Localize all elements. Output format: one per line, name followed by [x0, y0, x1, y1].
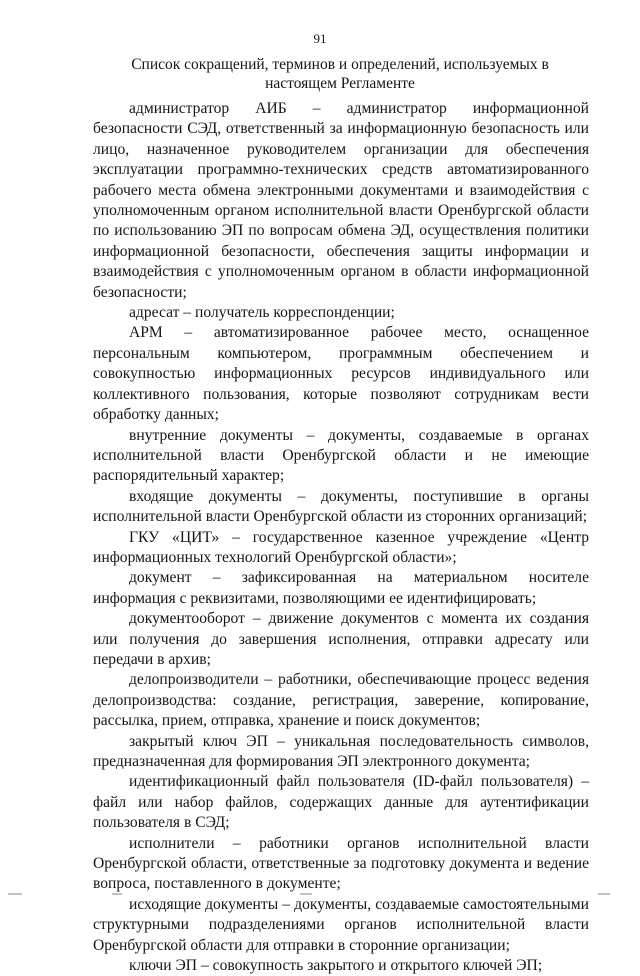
document-title-line-2: настоящем Регламенте: [265, 75, 415, 92]
definition-executors: исполнители – работники органов исполнительной власти Оренбургской области, ответственные за подготовку документа и ведение вопроса, поставленного в документе;: [93, 834, 589, 893]
definition-adresat: адресат – получатель корреспонденции;: [129, 304, 395, 322]
definition-private-key: закрытый ключ ЭП – уникальная последовательность символов, предназначенная для формирования ЭП электронного документа;: [93, 732, 589, 770]
definitions-list: [93, 99, 589, 976]
page-number: 91: [313, 31, 327, 46]
document-title-line-1: Список сокращений, терминов и определений, используемых в: [131, 56, 549, 73]
definition-gku-cit: ГКУ «ЦИТ» – государственное казенное учреждение «Центр информационных технологий Оренбургской области»;: [93, 528, 589, 566]
scan-edge-marks: [0, 893, 640, 901]
definition-arm: АРМ – автоматизированное рабочее место, оснащенное персональным компьютером, программным обеспечением и совокупностью информационных ресурсов индивидуального или коллективного пользования, которые позволяют сотрудникам вести обработку данных;: [93, 324, 589, 424]
definition-incoming-documents: входящие документы – документы, поступившие в органы исполнительной власти Оренбургской области из сторонних организаций;: [93, 487, 589, 526]
scan-mark: [598, 893, 610, 895]
definition-internal-documents: внутренние документы – документы, создаваемые в органах исполнительной власти Оренбургской области и не имеющие распорядительный характер;: [93, 426, 589, 485]
definition-document-flow: документооборот – движение документов с момента их создания или получения до завершения исполнения, отправки адресату или передачи в архив;: [93, 610, 589, 668]
definition-clerks: делопроизводители – работники, обеспечивающие процесс ведения делопроизводства: создание, регистрация, заверение, копирование, рассылка, прием, отправка, хранение и поиск документов;: [93, 671, 589, 730]
scan-mark: [8, 893, 22, 895]
definition-admin-aib: администратор АИБ – администратор информационной безопасности СЭД, ответственный за информационную безопасность или лицо, назначенное руководителем организации для обеспечения эксплуатации программно-технических средств автоматизированного рабочего места обмена электронными документами и взаимодействия с уполномоченным органом исполнительной власти Оренбургской области по использованию ЭП по вопросам обмена ЭД, осуществления политики информационной безопасности, обеспечения защиты информации и взаимодействия с уполномоченным органом в области информационной безопасности;: [93, 100, 589, 301]
definition-ep-keys: ключи ЭП – совокупность закрытого и открытого ключей ЭП;: [129, 957, 543, 975]
scan-mark: [112, 893, 122, 895]
scan-mark: [300, 893, 312, 895]
document-title: [90, 55, 590, 93]
definition-document: документ – зафиксированная на материальном носителе информация с реквизитами, позволяющими ее идентифицировать;: [93, 569, 589, 607]
definition-outgoing-documents: исходящие документы – документы, создаваемые самостоятельными структурными подразделениями органов исполнительной власти Оренбургской области для отправки в сторонние организации;: [93, 895, 589, 954]
definition-id-file: идентификационный файл пользователя (ID-файл пользователя) – файл или набор файлов, содержащих данные для аутентификации пользователя в СЭД;: [93, 773, 589, 832]
